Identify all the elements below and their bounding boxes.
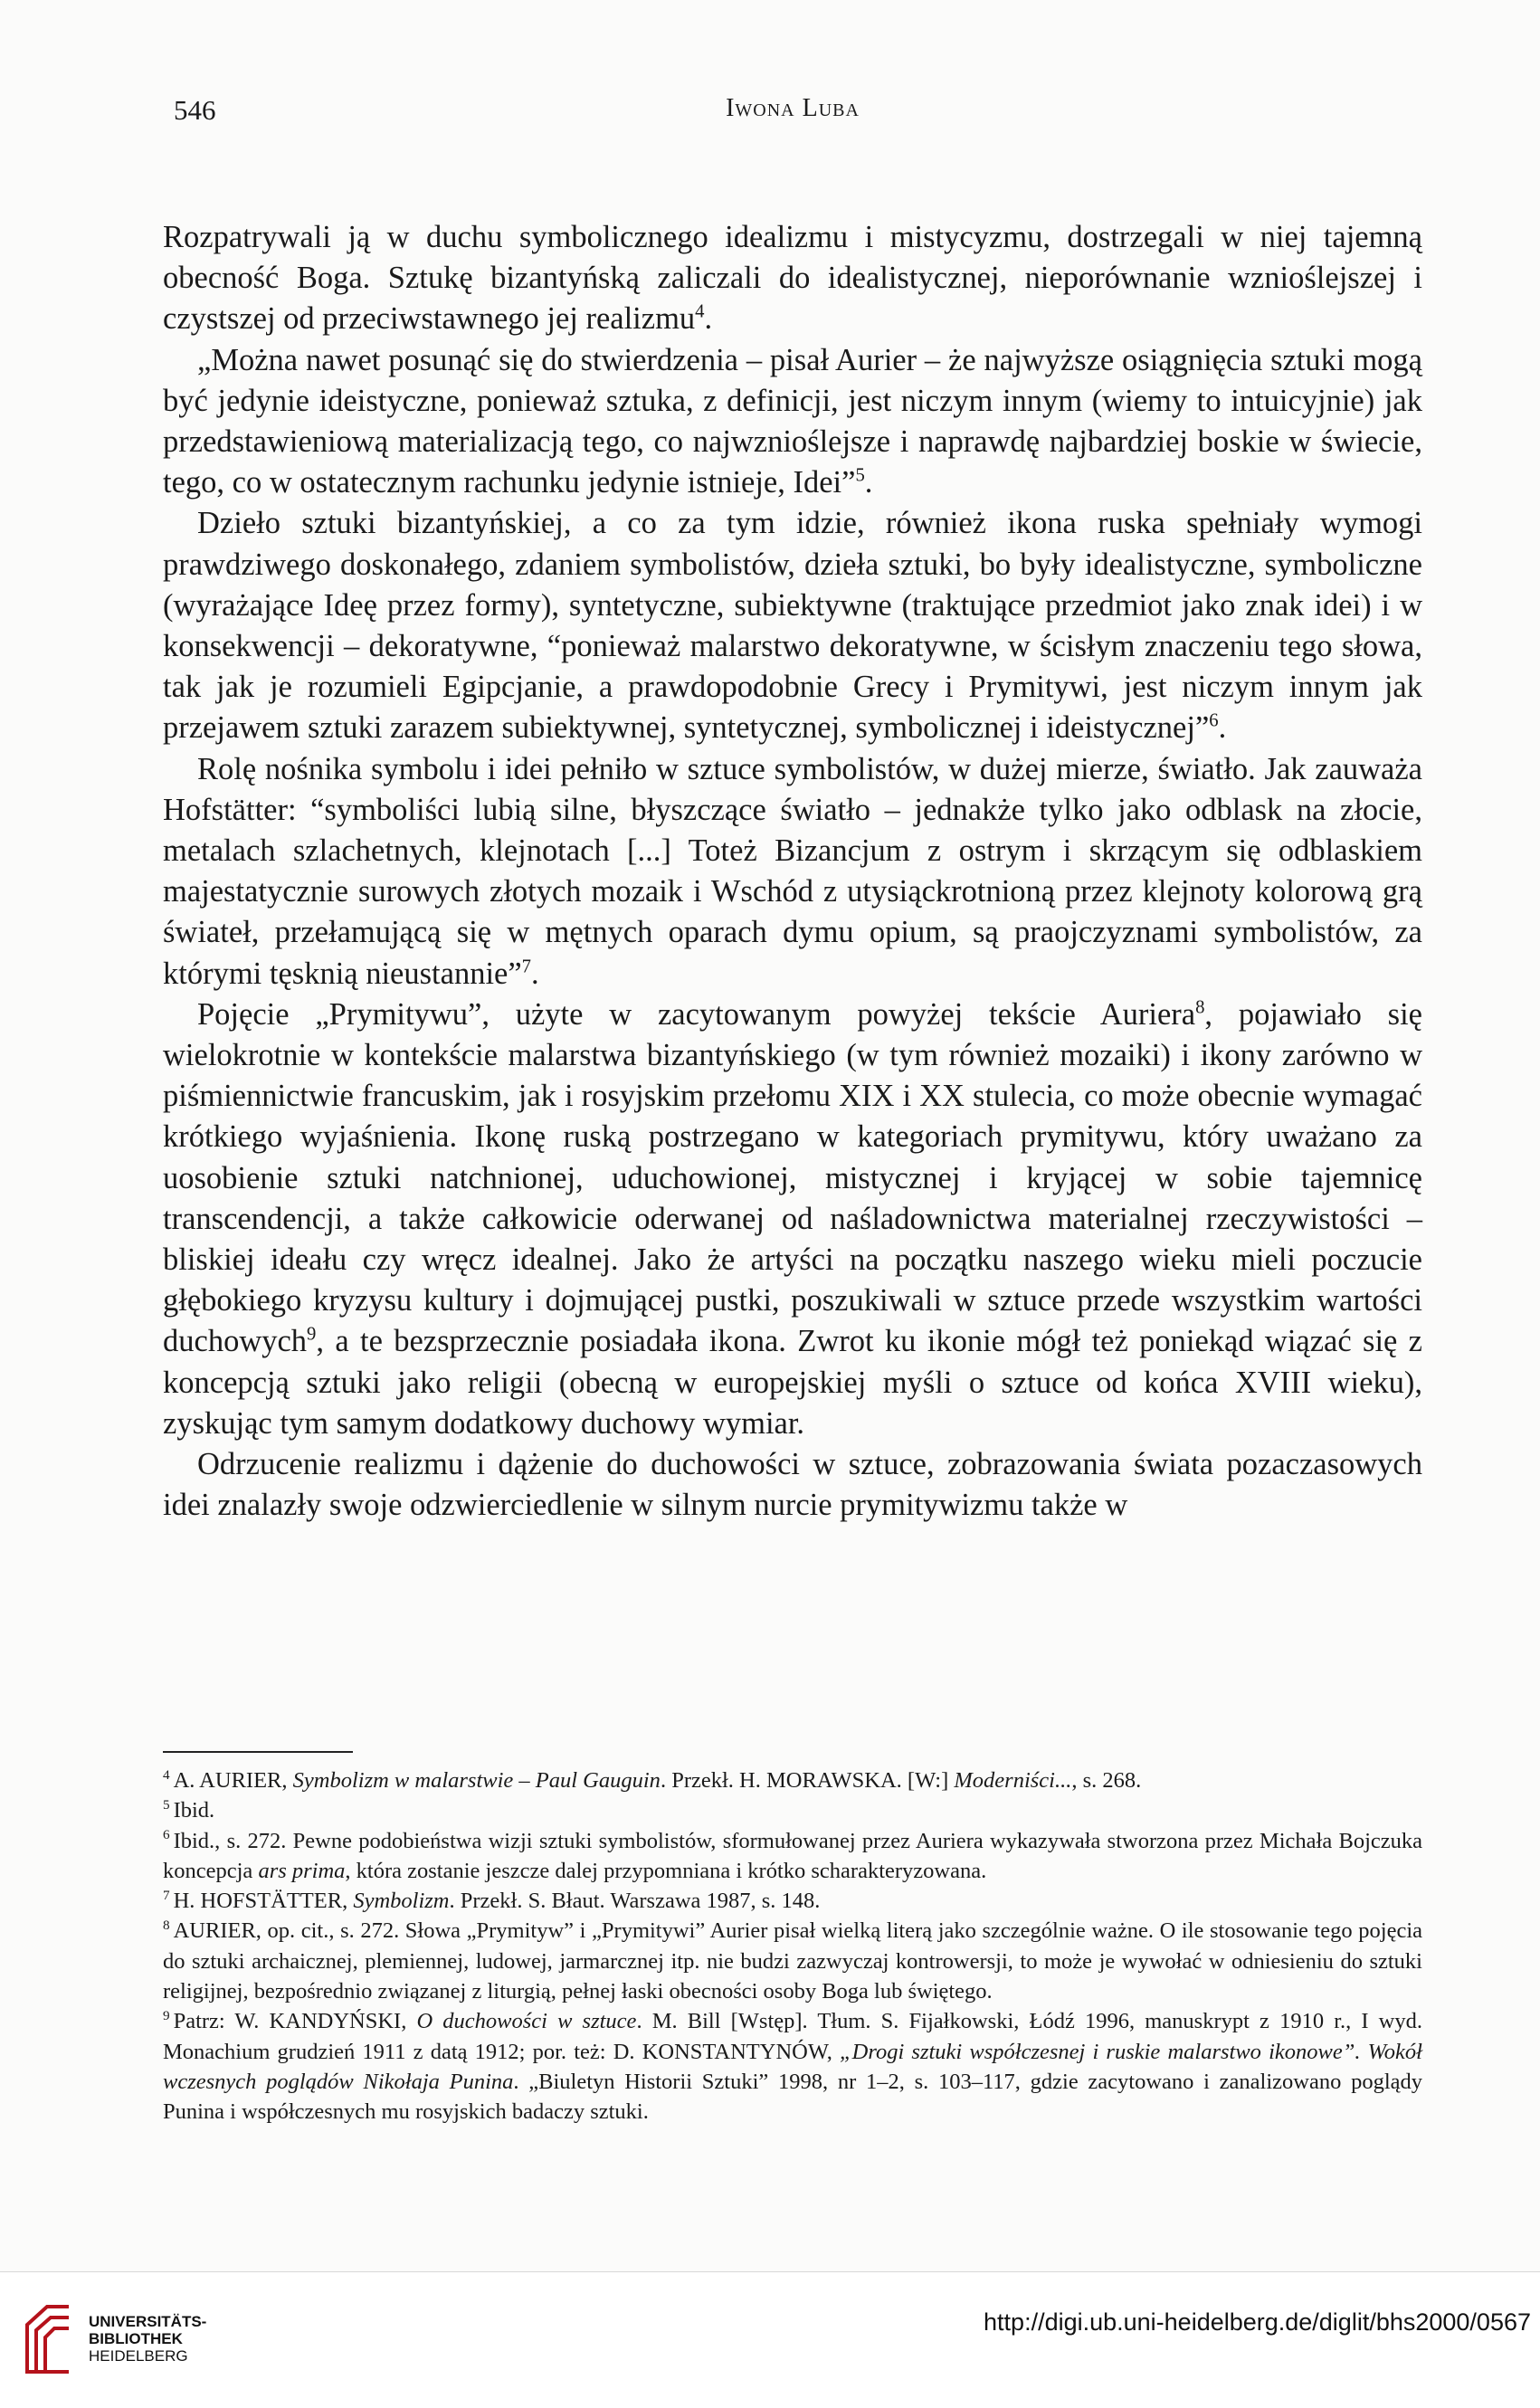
footnote-text: AURIER, op. cit., s. 272. Słowa „Prymityw” i „Prymitywi” Aurier pisał wielką literą jako szczególnie ważne. O ile stosowanie tego pojęcia do sztuki archaicznej, plemiennej, ludowej, jarmarcznej itp. nie budzi zazwyczaj kontrowersji, to może je wywołać w odniesieniu do sztuki religijnej, bezpośrednio związanej z liturgią, pełnej łaski obecności osoby Boga lub świętego. <box>163 1918 1422 2004</box>
footnote-ref[interactable]: 4 <box>695 301 705 322</box>
paragraph-1 <box>163 217 1422 340</box>
footnote-title: Symbolizm <box>353 1889 450 1914</box>
footnote-text: . M. Bill [Wstęp]. Tłum. S. Fijałkowski, Łódź 1996, manuskrypt z 1910 r., I wyd. Monachium grudzień 1911 z datą 1912; por. też: D. KONSTANTYNÓW, <box>163 2009 1422 2064</box>
paragraph-text: Odrzucenie realizmu i dążenie do duchowości w sztuce, zobrazowania świata pozaczasowych idei znalazły swoje odzwierciedlenie w silnym nurcie prymitywizmu także w <box>163 1447 1422 1523</box>
digitization-footer <box>0 2271 1540 2408</box>
footnote-7 <box>163 1886 1422 1916</box>
footnote-title: O duchowości w sztuce <box>416 2009 637 2034</box>
footnote-text: Ibid. <box>173 1798 215 1823</box>
paragraph-4 <box>163 749 1422 995</box>
paragraph-text: Rozpatrywali ją w duchu symbolicznego idealizmu i mistycyzmu, dostrzegali w niej tajemną obecność Boga. Sztukę bizantyńską zaliczali do idealistycznej, nieporównanie wznioślejszej i czystszej od przeciwstawnego jej realizmu <box>163 220 1422 337</box>
footnote-ref[interactable]: 8 <box>1195 997 1205 1018</box>
footnote-text: , s. 268. <box>1071 1768 1142 1793</box>
footnote-text: . „Biuletyn Historii Sztuki” 1998, nr 1–2, s. 103–117, gdzie zacytowano i zanalizowano poglądy Punina i współczesnych mu rosyjskich badaczy sztuki. <box>163 2069 1422 2125</box>
library-name-line: HEIDELBERG <box>89 2347 188 2365</box>
page-number: 546 <box>174 94 216 126</box>
footnote-ref[interactable]: 9 <box>307 1324 317 1345</box>
footnote-6 <box>163 1826 1422 1887</box>
footnote-number: 4 <box>163 1766 170 1783</box>
library-name-line: UNIVERSITÄTS- <box>89 2313 207 2330</box>
source-url-link[interactable]: http://digi.ub.uni-heidelberg.de/diglit/bhs2000/0567 <box>984 2308 1531 2336</box>
footnote-ref[interactable]: 7 <box>521 957 531 977</box>
paragraph-text: , a te bezsprzecznie posiadała ikona. Zwrot ku ikonie mógł też poniekąd wiązać się z koncepcją sztuki jako religii (obecną w europejskiej myśli o sztuce od końca XVIII wieku), zyskując tym samym dodatkowy duchowy wymiar. <box>163 1324 1422 1441</box>
paragraph-end: . <box>704 301 713 337</box>
footnote-title: Symbolizm w malarstwie – Paul Gauguin <box>292 1768 661 1793</box>
footnote-text: , która zostanie jeszcze dalej przypomniana i krótko scharakteryzowana. <box>345 1858 987 1883</box>
footnote-ref[interactable]: 6 <box>1209 710 1219 731</box>
paragraph-text: „Można nawet posunąć się do stwierdzenia – pisał Aurier – że najwyższe osiągnięcia sztuki mogą być jedynie ideistyczne, ponieważ sztuka, z definicji, jest niczym innym (wiemy to intuicyjnie) jak przedstawieniową materializacją tego, co najwznioślejsze i naprawdę najbardziej boskie w świecie, tego, co w ostatecznym rachunku jedynie istnieje, Idei” <box>163 342 1422 500</box>
footnote-number: 5 <box>163 1797 170 1813</box>
library-name-line: BIBLIOTHEK <box>89 2330 183 2347</box>
footnote-title: „Drogi sztuki współczesnej i ruskie malarstwo ikonowe”. Wokół wczesnych poglądów Nikołaja Punina <box>163 2039 1422 2094</box>
footnote-number: 6 <box>163 1827 170 1843</box>
paragraph-text: Rolę nośnika symbolu i idei pełniło w sztuce symbolistów, w dużej mierze, światło. Jak zauważa Hofstätter: “symboliści lubią silne, błyszczące światło – jednakże tylko jako odblask na złocie, metalach szlachetnych, klejnotach [...] Toteż Bizancjum z ostrym i skrzącym się odblaskiem majestatycznie surowych złotych mozaik i Wschód z utysiąckrotnioną przez klejnoty kolorową grą świateł, przełamującą się w mętnych oparach dymu opium, są praojczyznami symbolistów, za którymi tęsknią nieustannie” <box>163 751 1422 991</box>
paragraph-end: . <box>531 956 539 991</box>
paragraph-end: . <box>864 465 873 500</box>
footnote-5 <box>163 1795 1422 1825</box>
footnotes <box>163 1766 1422 2127</box>
running-head <box>161 94 1424 130</box>
footnote-title: ars prima <box>258 1858 346 1883</box>
footnote-text: . Przekł. S. Błaut. Warszawa 1987, s. 148. <box>449 1889 821 1914</box>
paragraph-6 <box>163 1444 1422 1526</box>
paragraph-5 <box>163 995 1422 1444</box>
footnote-text: Ibid., s. 272. Pewne podobieństwa wizji sztuki symbolistów, sformułowanej przez Auriera wykazywała stworzona przez Michała Bojczuka koncepcja <box>163 1828 1422 1883</box>
running-title: Iwona Luba <box>726 94 860 122</box>
paragraph-2 <box>163 340 1422 504</box>
footnote-divider <box>163 1751 353 1753</box>
body-text <box>163 217 1422 1527</box>
footnote-number: 9 <box>163 2008 170 2024</box>
paragraph-end: . <box>1218 710 1227 746</box>
footnote-8 <box>163 1916 1422 2006</box>
paragraph-text: Pojęcie „Prymitywu”, użyte w zacytowanym powyżej tekście Auriera <box>197 996 1196 1032</box>
footnote-number: 7 <box>163 1888 170 1904</box>
paragraph-text: , pojawiało się wielokrotnie w kontekście malarstwa bizantyńskiego (w tym również mozaiki) i ikony zarówno w piśmiennictwie francuskim, jak i rosyjskim przełomu XIX i XX stulecia, co może obecnie wymagać krótkiego wyjaśnienia. Ikonę ruską postrzegano w kategoriach prymitywu, który uważano za uosobienie sztuki natchnionej, uduchowionej, mistycznej i kryjącej w sobie tajemnicę transcendencji, a także całkowicie oderwanej od naśladownictwa materialnej rzeczywistości – bliskiej ideału czy wręcz idealnej. Jako że artyści na początku naszego wieku mieli poczucie głębokiego kryzysu kultury i dojmującej pustki, poszukiwali w sztuce przede wszystkim wartości duchowych <box>163 996 1422 1359</box>
footnote-text: A. AURIER, <box>173 1768 293 1793</box>
footnote-text: Patrz: W. KANDYŃSKI, <box>173 2009 417 2034</box>
footnote-title: Moderniści... <box>954 1768 1072 1793</box>
footnote-number: 8 <box>163 1918 170 1934</box>
footnote-text: . Przekł. H. MORAWSKA. [W:] <box>660 1768 955 1793</box>
footnote-4 <box>163 1766 1422 1795</box>
paragraph-3 <box>163 503 1422 748</box>
footnote-9 <box>163 2006 1422 2127</box>
ub-heidelberg-logo-icon <box>20 2299 76 2377</box>
library-name <box>89 2313 206 2365</box>
footnote-text: H. HOFSTÄTTER, <box>173 1889 354 1914</box>
paragraph-text: Dzieło sztuki bizantyńskiej, a co za tym idzie, również ikona ruska spełniały wymogi prawdziwego doskonałego, zdaniem symbolistów, dzieła sztuki, bo były idealistyczne, symboliczne (wyrażające Ideę przez formy), syntetyczne, subiektywne (traktujące przedmiot jako znak idei) i w konsekwencji – dekoratywne, “ponieważ malarstwo dekoratywne, w ścisłym znaczeniu tego słowa, tak jak je rozumieli Egipcjanie, a prawdopodobnie Grecy i Prymitywi, jest niczym innym jak przejawem sztuki zarazem subiektywnej, syntetycznej, symbolicznej i ideistycznej” <box>163 506 1422 746</box>
footnote-ref[interactable]: 5 <box>855 465 865 486</box>
